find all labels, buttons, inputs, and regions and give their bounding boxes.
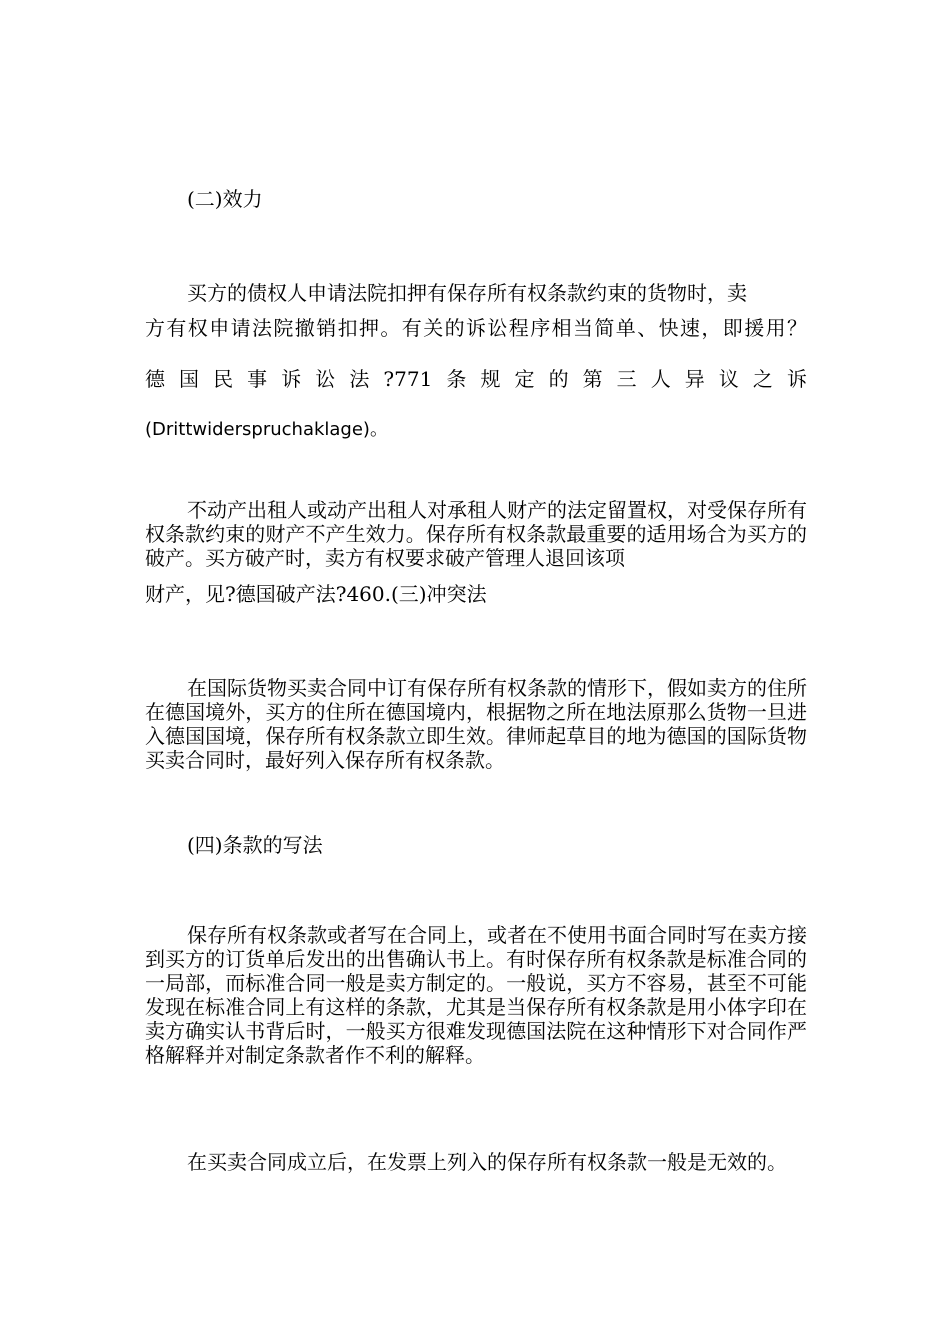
paragraph-conflict-of-laws: 在国际货物买卖合同中订有保存所有权条款的情形下，假如卖方的住所在德国境外，买方的住所在德国境内，根据物之所在地法原那么货物一旦进入德国国境，保存所有权条款立即生效。律师起草目的地为德国的国际货物买卖合同时，最好列入保存所有权条款。: [145, 676, 807, 772]
paragraph-seizure-line-1: 买方的债权人申请法院扣押有保存所有权条款约束的货物时，卖: [187, 281, 747, 305]
paragraph-seizure-line-4: (Drittwiderspruchaklage)。: [145, 419, 388, 440]
paragraph-lien-bankruptcy-tail: 财产，见?德国破产法?460.(三)冲突法: [145, 582, 487, 606]
paragraph-lien-bankruptcy-body: 不动产出租人或动产出租人对承租人财产的法定留置权，对受保存所有权条款约束的财产不产生效力。保存所有权条款最重要的适用场合为买方的破产。买方破产时，卖方有权要求破产管理人退回该项: [145, 498, 807, 570]
section-heading-clause-drafting: (四)条款的写法: [187, 833, 323, 857]
paragraph-clause-drafting: 保存所有权条款或者写在合同上，或者在不使用书面合同时写在卖方接到买方的订货单后发出的出售确认书上。有时保存所有权条款是标准合同的一局部，而标准合同一般是卖方制定的。一般说，买方不容易，甚至不可能发现在标准合同上有这样的条款，尤其是当保存所有权条款是用小体字印在卖方确实认书背后时，一般买方很难发现德国法院在这种情形下对合同作严格解释并对制定条款者作不利的解释。: [145, 923, 807, 1067]
paragraph-invoice-clause: 在买卖合同成立后，在发票上列入的保存所有权条款一般是无效的。: [187, 1150, 787, 1174]
paragraph-seizure: [145, 276, 807, 447]
paragraph-seizure-line-2: 方有权申请法院撤销扣押。有关的诉讼程序相当简单、快速，即援用？: [145, 316, 807, 340]
paragraph-lien-bankruptcy: [145, 498, 807, 606]
section-heading-effect: (二)效力: [187, 187, 263, 211]
paragraph-seizure-line-3: 德国民事诉讼法?771条规定的第三人异议之诉: [145, 367, 807, 391]
